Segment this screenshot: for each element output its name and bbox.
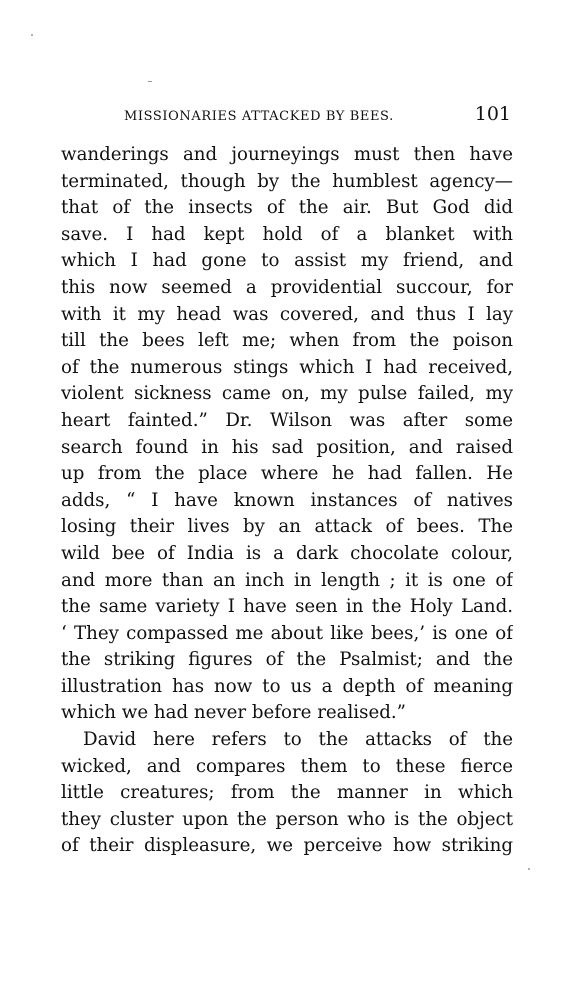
text-line: the same variety I have seen in the Holy Land. bbox=[61, 596, 513, 618]
text-line: ‘ They compassed me about like bees,’ is one of bbox=[61, 622, 513, 644]
text-line: till the bees left me; when from the poison bbox=[61, 330, 513, 352]
text-line: of their displeasure, we perceive how striking bbox=[61, 835, 513, 857]
text-line: this now seemed a providential succour, for bbox=[61, 276, 513, 298]
text-line: which we had never before realised.” bbox=[61, 702, 406, 724]
text-line: illustration has now to us a depth of meaning bbox=[61, 675, 513, 697]
text-line: wanderings and journeyings must then have bbox=[61, 144, 513, 165]
text-line: which I had gone to assist my friend, and bbox=[61, 250, 513, 272]
text-line: and more than an inch in length ; it is one of bbox=[61, 569, 513, 591]
text-line: the striking figures of the Psalmist; and the bbox=[61, 649, 513, 671]
text-line: David here refers to the attacks of the bbox=[83, 729, 513, 751]
text-line: heart fainted.” Dr. Wilson was after some bbox=[61, 409, 513, 431]
running-title: MISSIONARIES ATTACKED BY BEES. bbox=[124, 109, 394, 124]
page-header bbox=[124, 100, 514, 130]
body-text bbox=[61, 142, 513, 860]
page-number: 101 bbox=[474, 103, 511, 125]
text-line: that of the insects of the air. But God did bbox=[61, 197, 513, 219]
text-line: terminated, though by the humblest agency— bbox=[61, 170, 513, 192]
text-line: with it my head was covered, and thus I lay bbox=[61, 303, 513, 325]
text-line: wild bee of India is a dark chocolate colour, bbox=[61, 542, 513, 564]
text-line: violent sickness came on, my pulse failed, my bbox=[61, 383, 513, 405]
text-line: search found in his sad position, and raised bbox=[61, 436, 513, 458]
text-line: save. I had kept hold of a blanket with bbox=[61, 223, 513, 245]
paper-speck bbox=[31, 34, 33, 36]
paper-speck bbox=[528, 868, 530, 870]
text-line: adds, “ I have known instances of natives bbox=[61, 489, 513, 511]
paper-speck bbox=[148, 81, 152, 82]
text-line: little creatures; from the manner in which bbox=[61, 782, 513, 804]
text-line: of the numerous stings which I had received, bbox=[61, 356, 513, 378]
text-line: they cluster upon the person who is the object bbox=[61, 808, 513, 830]
text-line: wicked, and compares them to these fierce bbox=[61, 755, 513, 777]
text-line: up from the place where he had fallen. He bbox=[61, 463, 513, 485]
text-line: losing their lives by an attack of bees. The bbox=[61, 516, 513, 538]
